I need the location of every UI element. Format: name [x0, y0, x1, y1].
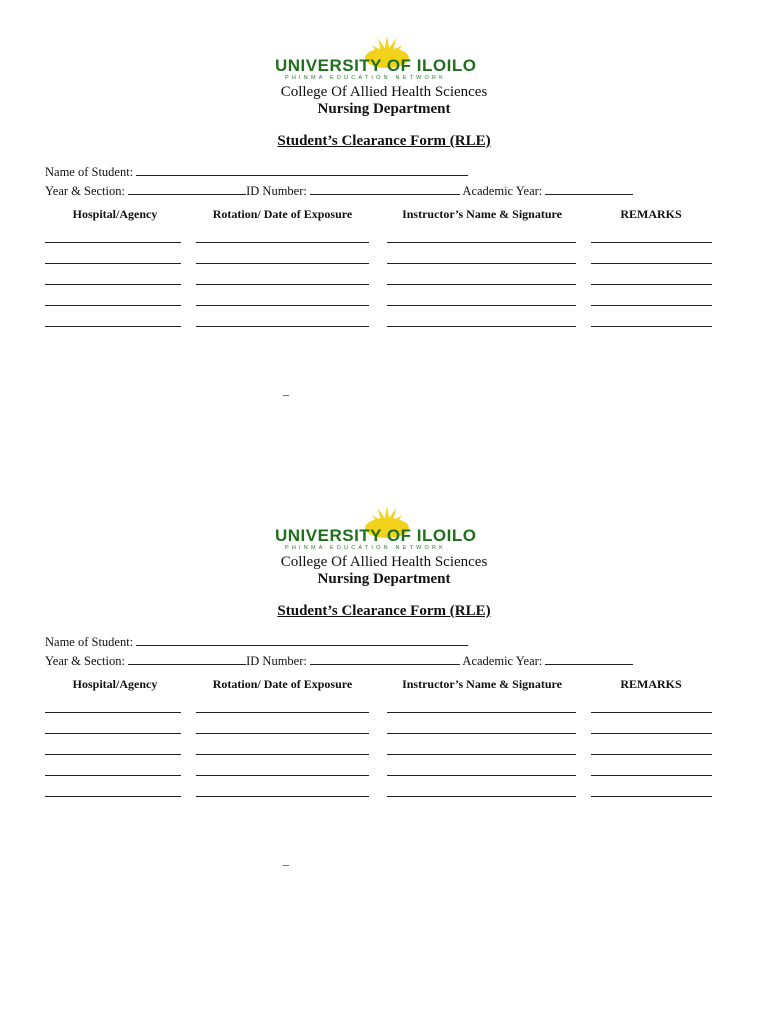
year-id-row — [45, 654, 633, 669]
name-row — [45, 635, 468, 650]
clearance-form-2 — [0, 470, 768, 940]
row-1-remarks-line[interactable] — [591, 242, 712, 243]
row-2-instructor-line[interactable] — [387, 733, 576, 734]
col-hospital-agency: Hospital/Agency — [72, 207, 158, 221]
row-4-hospital-line[interactable] — [45, 305, 181, 306]
stray-mark: _ — [283, 383, 289, 397]
college-name: College Of Allied Health Sciences — [280, 84, 488, 100]
academic-year-label: Academic Year: — [462, 654, 543, 668]
row-5-remarks-line[interactable] — [591, 326, 712, 327]
row-1-instructor-line[interactable] — [387, 242, 576, 243]
row-4-hospital-line[interactable] — [45, 775, 181, 776]
id-number-field[interactable] — [310, 184, 460, 195]
department-name: Nursing Department — [317, 101, 451, 117]
row-3-remarks-line[interactable] — [591, 754, 712, 755]
row-3-instructor-line[interactable] — [387, 284, 576, 285]
id-number-label: ID Number: — [246, 654, 307, 668]
name-row — [45, 165, 468, 180]
row-1-remarks-line[interactable] — [591, 712, 712, 713]
year-section-field[interactable] — [128, 184, 246, 195]
brand-tagline: PHINMA EDUCATION NETWORK — [285, 75, 447, 81]
row-3-hospital-line[interactable] — [45, 754, 181, 755]
row-1-hospital-line[interactable] — [45, 242, 181, 243]
row-2-hospital-line[interactable] — [45, 733, 181, 734]
row-2-rotation-line[interactable] — [196, 733, 369, 734]
stray-mark: _ — [283, 853, 289, 867]
row-5-rotation-line[interactable] — [196, 796, 369, 797]
col-instructor: Instructor’s Name & Signature — [402, 677, 562, 691]
col-remarks: REMARKS — [620, 677, 682, 691]
row-1-rotation-line[interactable] — [196, 712, 369, 713]
row-5-hospital-line[interactable] — [45, 796, 181, 797]
name-label: Name of Student: — [45, 635, 134, 649]
year-section-label: Year & Section: — [45, 654, 125, 668]
col-remarks: REMARKS — [620, 207, 682, 221]
row-2-rotation-line[interactable] — [196, 263, 369, 264]
year-id-row — [45, 184, 633, 199]
name-label: Name of Student: — [45, 165, 134, 179]
row-2-remarks-line[interactable] — [591, 733, 712, 734]
academic-year-field[interactable] — [545, 654, 633, 665]
row-5-remarks-line[interactable] — [591, 796, 712, 797]
id-number-field[interactable] — [310, 654, 460, 665]
row-2-hospital-line[interactable] — [45, 263, 181, 264]
col-instructor: Instructor’s Name & Signature — [402, 207, 562, 221]
col-rotation-date: Rotation/ Date of Exposure — [212, 677, 353, 691]
year-section-field[interactable] — [128, 654, 246, 665]
row-3-instructor-line[interactable] — [387, 754, 576, 755]
col-rotation-date: Rotation/ Date of Exposure — [212, 207, 353, 221]
row-4-rotation-line[interactable] — [196, 775, 369, 776]
row-4-instructor-line[interactable] — [387, 775, 576, 776]
row-4-instructor-line[interactable] — [387, 305, 576, 306]
form-title: Student’s Clearance Form (RLE) — [277, 603, 491, 619]
department-name: Nursing Department — [317, 571, 451, 587]
row-4-rotation-line[interactable] — [196, 305, 369, 306]
row-3-remarks-line[interactable] — [591, 284, 712, 285]
name-field[interactable] — [136, 165, 468, 176]
row-3-rotation-line[interactable] — [196, 284, 369, 285]
form-title: Student’s Clearance Form (RLE) — [277, 133, 491, 149]
row-1-instructor-line[interactable] — [387, 712, 576, 713]
row-2-instructor-line[interactable] — [387, 263, 576, 264]
college-name: College Of Allied Health Sciences — [280, 554, 488, 570]
brand-name: UNIVERSITY OF ILOILO — [275, 526, 477, 545]
row-5-rotation-line[interactable] — [196, 326, 369, 327]
row-2-remarks-line[interactable] — [591, 263, 712, 264]
clearance-form-1 — [0, 0, 768, 470]
row-5-hospital-line[interactable] — [45, 326, 181, 327]
row-1-hospital-line[interactable] — [45, 712, 181, 713]
brand-tagline: PHINMA EDUCATION NETWORK — [285, 545, 447, 551]
row-4-remarks-line[interactable] — [591, 775, 712, 776]
academic-year-field[interactable] — [545, 184, 633, 195]
row-5-instructor-line[interactable] — [387, 326, 576, 327]
year-section-label: Year & Section: — [45, 184, 125, 198]
row-4-remarks-line[interactable] — [591, 305, 712, 306]
id-number-label: ID Number: — [246, 184, 307, 198]
academic-year-label: Academic Year: — [462, 184, 543, 198]
col-hospital-agency: Hospital/Agency — [72, 677, 158, 691]
row-1-rotation-line[interactable] — [196, 242, 369, 243]
row-5-instructor-line[interactable] — [387, 796, 576, 797]
brand-name: UNIVERSITY OF ILOILO — [275, 56, 477, 75]
row-3-hospital-line[interactable] — [45, 284, 181, 285]
row-3-rotation-line[interactable] — [196, 754, 369, 755]
name-field[interactable] — [136, 635, 468, 646]
